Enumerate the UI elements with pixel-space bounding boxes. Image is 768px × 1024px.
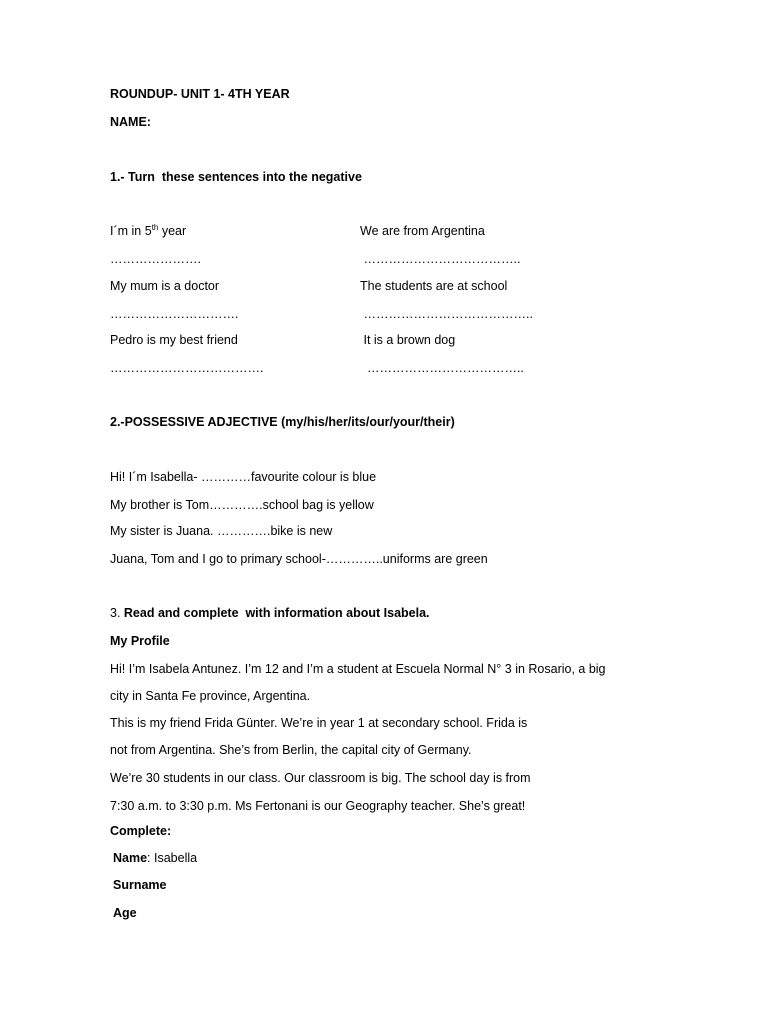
sentence-1 <box>110 223 186 239</box>
answer-line-1: …………………. <box>110 252 201 266</box>
section2-heading: 2.-POSSESSIVE ADJECTIVE (my/his/her/its/our/your/their) <box>110 415 455 429</box>
possessive-item-2: My brother is Tom………….school bag is yellow <box>110 498 374 512</box>
section3-heading <box>110 605 430 621</box>
worksheet-title: ROUNDUP- UNIT 1- 4TH YEAR <box>110 87 290 101</box>
profile-name-row <box>113 850 197 866</box>
possessive-item-1: Hi! I´m Isabella- …………favourite colour is blue <box>110 470 377 484</box>
profile-name-label: Name <box>113 851 148 865</box>
complete-label: Complete: <box>110 824 172 838</box>
section3-number: 3. <box>110 606 124 620</box>
section1-heading: 1.- Turn these sentences into the negative <box>110 170 362 184</box>
profile-age-label: Age <box>113 906 137 920</box>
answer-line-3: …………………………. <box>110 307 239 321</box>
sentence-1-text-end: year <box>158 224 187 238</box>
answer-line-6: ……………………………….. <box>360 361 524 375</box>
paragraph-line-2: city in Santa Fe province, Argentina. <box>110 689 311 703</box>
sentence-4: The students are at school <box>360 279 508 293</box>
sentence-3: My mum is a doctor <box>110 279 220 293</box>
paragraph-line-5: We’re 30 students in our class. Our classroom is big. The school day is from <box>110 771 531 785</box>
answer-line-4: ………………………………….. <box>360 307 533 321</box>
profile-name-value: : Isabella <box>147 851 198 865</box>
answer-line-5: ………………………………. <box>110 361 264 375</box>
profile-title: My Profile <box>110 634 170 648</box>
possessive-item-4: Juana, Tom and I go to primary school-…………..uniforms are green <box>110 552 488 566</box>
paragraph-line-3: This is my friend Frida Günter. We’re in year 1 at secondary school. Frida is <box>110 716 528 730</box>
sentence-6: It is a brown dog <box>360 333 456 347</box>
sentence-1-text: I´m in 5 <box>110 224 152 238</box>
paragraph-line-4: not from Argentina. She’s from Berlin, the capital city of Germany. <box>110 743 472 757</box>
name-label: NAME: <box>110 115 151 129</box>
paragraph-line-1: Hi! I’m Isabela Antunez. I’m 12 and I’m a student at Escuela Normal N° 3 in Rosario, a big <box>110 662 606 676</box>
sentence-5: Pedro is my best friend <box>110 333 238 347</box>
section3-heading-text: Read and complete with information about Isabela. <box>123 606 430 620</box>
possessive-item-3: My sister is Juana. ………….bike is new <box>110 524 333 538</box>
ordinal-suffix: th <box>151 222 159 232</box>
paragraph-line-6: 7:30 a.m. to 3:30 p.m. Ms Fertonani is our Geography teacher. She’s great! <box>110 799 526 813</box>
sentence-2: We are from Argentina <box>360 224 485 238</box>
answer-line-2: ……………………………….. <box>360 252 521 266</box>
profile-surname-label: Surname <box>113 878 167 892</box>
